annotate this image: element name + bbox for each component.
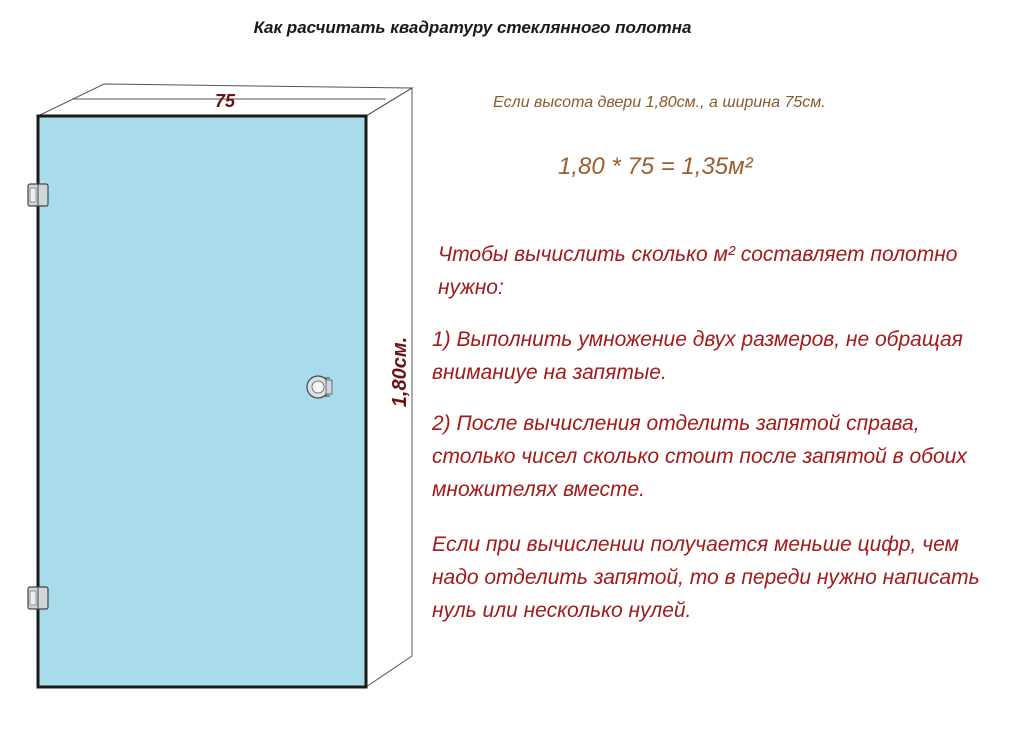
width-label: 75 [214, 91, 236, 111]
top-hinge-icon [28, 184, 48, 206]
instructions-note: Если при вычислении получается меньше цифр, чем надо отделить запятой, то в переди нужно написать нуль или несколько нулей. [432, 533, 980, 622]
instructions-intro: Чтобы вычислить сколько м² составляет полотно нужно: [438, 243, 958, 299]
glass-panel [38, 116, 366, 687]
example-formula: 1,80 * 75 = 1,35м² [558, 153, 753, 180]
example-condition: Если высота двери 1,80см., а ширина 75см. [493, 94, 826, 111]
instructions [432, 238, 992, 627]
bottom-hinge-icon [28, 587, 48, 609]
instruction-step-2: 2) После вычисления отделить запятой справа, столько чисел сколько стоит после запятой в обоих множителях вместе. [432, 412, 967, 501]
height-label: 1,80см. [389, 336, 411, 408]
instruction-step-1: 1) Выполнить умножение двух размеров, не обращая вниманиye на запятые. [432, 328, 963, 384]
page-title: Как расчитать квадратуру стеклянного полотна [253, 18, 692, 37]
